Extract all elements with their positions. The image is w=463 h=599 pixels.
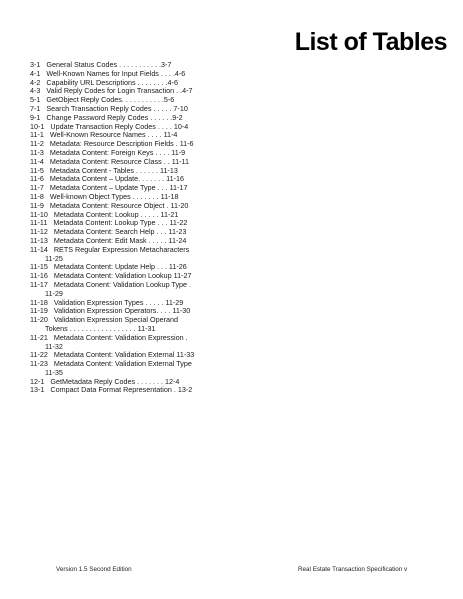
table-list-entry[interactable] xyxy=(30,281,190,299)
table-title: Change Password Reply Codes . . . . . .9-2 xyxy=(46,112,183,122)
table-title: Update Transaction Reply Codes . . . . 10-4 xyxy=(50,121,189,131)
table-number: 3-1 xyxy=(30,60,41,69)
table-number: 11-12 xyxy=(30,227,48,237)
table-number: 11-18 xyxy=(30,297,48,307)
table-title-continuation: 11-35 xyxy=(45,367,63,377)
table-title: Metadata Content: Foreign Keys . . . . 11-9 xyxy=(49,147,186,157)
table-title: GetObject Reply Codes. . . . . . . . . . .5-6 xyxy=(46,95,175,105)
table-number: 11-13 xyxy=(30,235,48,245)
table-title: Metadata Content: Resource Class . . 11-11 xyxy=(49,156,190,166)
table-title: Metadata Content: Validation Expression . xyxy=(53,332,188,342)
table-title: Valid Reply Codes for Login Transaction . .4-7 xyxy=(46,86,193,96)
table-number: 11-3 xyxy=(30,147,44,157)
table-number: 4-1 xyxy=(30,68,41,78)
table-title: Well-known Object Types . . . . . . . 11-18 xyxy=(49,191,179,201)
table-list-entry[interactable] xyxy=(30,316,190,334)
table-number: 11-9 xyxy=(30,200,44,210)
table-number: 11-23 xyxy=(30,359,48,369)
table-title: Metadata: Resource Description Fields . 11-6 xyxy=(49,139,194,149)
table-title: Validation Expression Special Operand xyxy=(53,315,178,325)
table-title: Search Transaction Reply Codes . . . . . 7-10 xyxy=(46,103,188,113)
page-title: List of Tables xyxy=(294,28,447,56)
table-number: 11-14 xyxy=(30,244,48,254)
table-title-continuation: 11-29 xyxy=(45,288,63,298)
table-number: 11-8 xyxy=(30,191,44,201)
table-number: 11-4 xyxy=(30,156,44,166)
footer-spec-title: Real Estate Transaction Specification v xyxy=(298,566,408,573)
table-title: Well-Known Resource Names . . . . 11-4 xyxy=(49,130,178,140)
table-number: 11-5 xyxy=(30,165,44,175)
table-number: 5-1 xyxy=(30,95,41,105)
table-list xyxy=(30,60,195,395)
table-title: GetMetadata Reply Codes . . . . . . . 12-4 xyxy=(50,376,180,386)
table-list-entry[interactable] xyxy=(30,246,190,264)
table-number: 11-7 xyxy=(30,183,44,193)
table-number: 4-2 xyxy=(30,77,41,87)
table-number: 11-16 xyxy=(30,271,48,281)
table-title: Metadata Conent: Validation Lookup Type . xyxy=(53,279,192,289)
table-number: 11-1 xyxy=(30,130,44,140)
table-number: 12-1 xyxy=(30,376,45,386)
table-title: Metadata Content: Validation Lookup 11-27 xyxy=(53,271,192,281)
table-title: Metadata Content: Validation External Type xyxy=(53,359,192,369)
table-number: 13-1 xyxy=(30,385,45,395)
table-number: 11-2 xyxy=(30,139,44,149)
table-list-entry[interactable] xyxy=(30,385,193,395)
table-list-entry[interactable] xyxy=(30,360,190,378)
footer-version: Version 1.5 Second Edition xyxy=(56,566,132,573)
table-title-continuation: 11-25 xyxy=(45,253,63,263)
table-title: Metadata Content – Update Type . . . 11-17 xyxy=(49,183,188,193)
table-number: 11-20 xyxy=(30,315,48,325)
table-number: 11-15 xyxy=(30,262,48,272)
table-title: Metadata Content – Update. . . . . . . 11-16 xyxy=(49,174,184,184)
table-list-entry[interactable] xyxy=(30,334,190,352)
table-title: Metadata Content: Update Help . . . 11-26 xyxy=(53,262,187,272)
table-number: 4-3 xyxy=(30,86,41,96)
table-number: 11-17 xyxy=(30,279,48,289)
table-title: Well-Known Names for Input Fields . . . .4-6 xyxy=(46,68,186,78)
table-title: Metadata Content: Edit Mask . . . . . 11-24 xyxy=(53,235,187,245)
table-title: Capability URL Descriptions . . . . . . . .4-6 xyxy=(46,77,178,87)
table-number: 11-6 xyxy=(30,174,44,184)
table-title: General Status Codes . . . . . . . . . . .3-7 xyxy=(46,60,172,69)
table-title: Metadata Content: Lookup Type . . . 11-22 xyxy=(53,218,188,228)
table-number: 11-21 xyxy=(30,332,48,342)
table-number: 10-1 xyxy=(30,121,45,131)
table-number: 7-1 xyxy=(30,103,41,113)
table-title: Metadata Content - Tables . . . . . . 11-13 xyxy=(49,165,178,175)
table-number: 9-1 xyxy=(30,112,41,122)
table-title: RETS Regular Expression Metacharacters xyxy=(53,244,190,254)
table-title-continuation: 11-32 xyxy=(45,341,63,351)
table-title: Metadata Content: Validation External 11-33 xyxy=(53,350,195,360)
table-number: 11-10 xyxy=(30,209,48,219)
table-title: Validation Expression Operators. . . . 11-30 xyxy=(53,306,191,316)
table-number: 11-11 xyxy=(30,218,48,228)
table-title: Validation Expression Types . . . . . 11-29 xyxy=(53,297,184,307)
table-title-continuation: Tokens . . . . . . . . . . . . . . . . . 11-31 xyxy=(45,323,156,333)
table-number: 11-19 xyxy=(30,306,48,316)
table-title: Metadata Content: Resource Object . 11-20 xyxy=(49,200,189,210)
table-title: Compact Data Format Representation . 13-2 xyxy=(50,385,193,395)
table-number: 11-22 xyxy=(30,350,48,360)
table-title: Metadata Content: Search Help . . . 11-23 xyxy=(53,227,187,237)
table-title: Metadata Content: Lookup . . . . . 11-21 xyxy=(53,209,179,219)
